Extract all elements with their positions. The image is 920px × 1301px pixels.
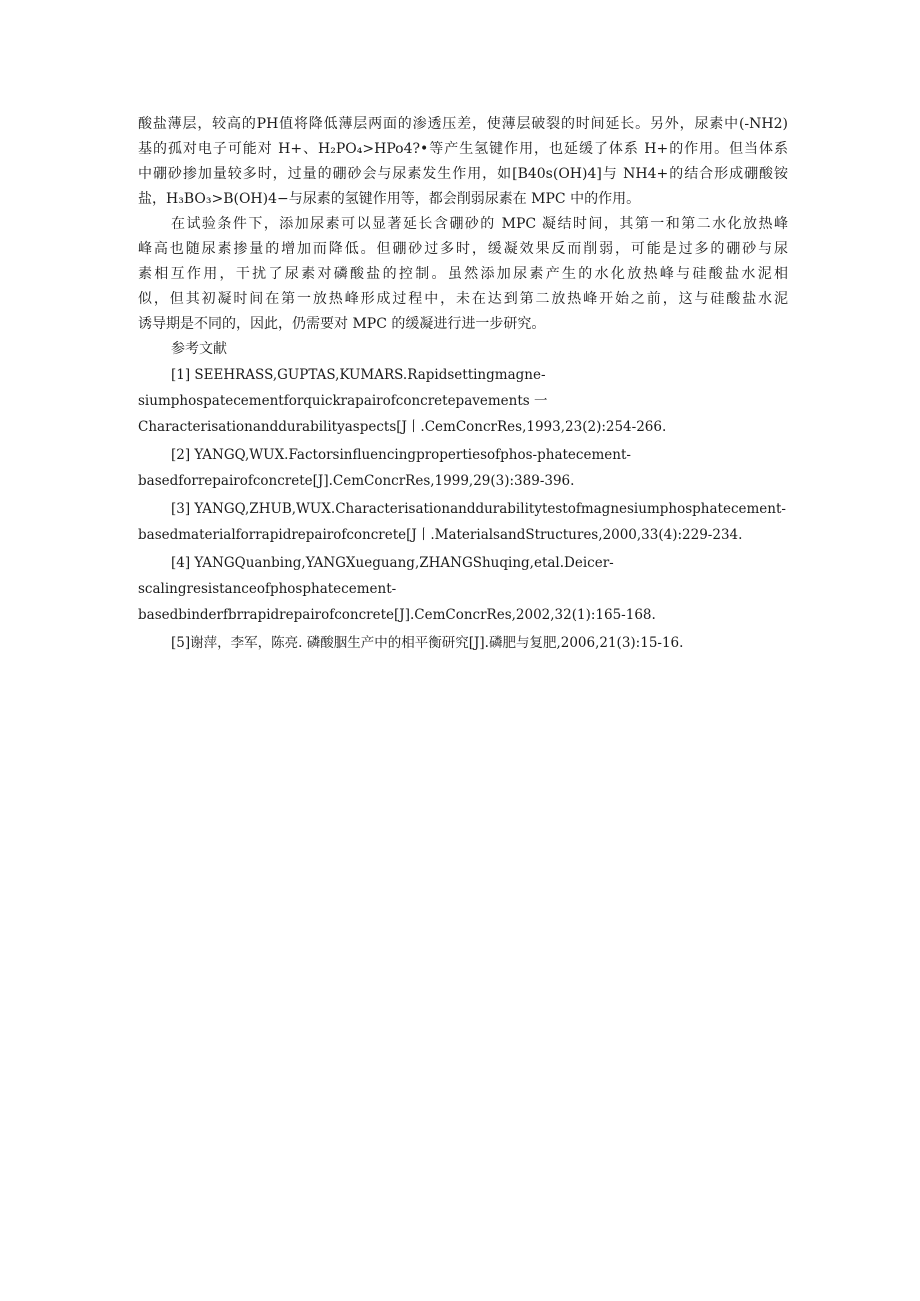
reference-line: scalingresistanceofphosphatecement- [138, 581, 397, 597]
paragraph-line: 峰高也随尿素掺量的增加而降低。但硼砂过多时，缓凝效果反而削弱，可能是过多的硼砂与尿 [138, 241, 788, 257]
reference-line: [3] YANGQ,ZHUB,WUX.Characterisationanddurabilitytestofmagnesiumphosphatecement- [171, 501, 786, 517]
paragraph-1 [138, 112, 788, 212]
reference-item-2 [138, 442, 788, 494]
paragraph-2 [138, 212, 788, 337]
reference-item-1 [138, 362, 788, 440]
paragraph-line: 酸盐薄层，较高的PH值将降低薄层两面的渗透压差，使薄层破裂的时间延长。另外，尿素中(-NH2) [138, 116, 788, 132]
reference-line: basedmaterialforrapidrepairofconcrete[J丨.MaterialsandStructures,2000,33(4):229-234. [138, 527, 743, 543]
reference-line: Characterisationanddurabilityaspects[J丨.CemConcrRes,1993,23(2):254-266. [138, 419, 667, 435]
reference-item-4 [138, 550, 788, 628]
reference-line: basedbinderfbrrapidrepairofconcrete[J].CemConcrRes,2002,32(1):165-168. [138, 607, 656, 623]
references-heading: 参考文献 [171, 341, 227, 357]
paragraph-line: 基的孤对电子可能对 H+、H₂PO₄>HPo4?•等产生氢键作用，也延缓了体系 H+的作用。但当体系 [138, 141, 788, 157]
reference-line: basedforrepairofconcrete[J].CemConcrRes,1999,29(3):389-396. [138, 473, 575, 489]
paragraph-line: 素相互作用，干扰了尿素对磷酸盐的控制。虽然添加尿素产生的水化放热峰与硅酸盐水泥相 [138, 266, 788, 282]
reference-item-3 [138, 496, 788, 548]
document-body [138, 112, 788, 656]
reference-line: [4] YANGQuanbing,YANGXueguang,ZHANGShuqing,etal.Deicer- [171, 555, 614, 571]
reference-line: siumphospatecementforquickrapairofconcretepavements 一 [138, 393, 548, 409]
references-list [138, 362, 788, 656]
paragraph-line: 中硼砂掺加量较多时，过量的硼砂会与尿素发生作用，如[B40s(OH)4]与 NH4+的结合形成硼酸铵 [138, 166, 788, 182]
reference-line: [1] SEEHRASS,GUPTAS,KUMARS.Rapidsettingmagne- [171, 367, 546, 383]
paragraph-line: 似，但其初凝时间在第一放热峰形成过程中，未在达到第二放热峰开始之前，这与硅酸盐水泥 [138, 291, 788, 307]
reference-line: [5]谢萍，李军，陈亮. 磷酸胭生产中的相平衡研究[J].磷肥与复肥,2006,21(3):15-16. [171, 635, 684, 651]
paragraph-line: 盐，H₃BO₃>B(OH)4−与尿素的氢键作用等，都会削弱尿素在 MPC 中的作用。 [138, 191, 641, 207]
paragraph-line: 诱导期是不同的，因此，仍需要对 MPC 的缓凝进行进一步研究。 [138, 316, 546, 332]
reference-item-5 [138, 630, 788, 656]
paragraph-line: 在试验条件下，添加尿素可以显著延长含硼砂的 MPC 凝结时间，其第一和第二水化放热峰 [171, 216, 788, 232]
reference-line: [2] YANGQ,WUX.Factorsinfluencingpropertiesofphos-phatecement- [171, 447, 631, 463]
